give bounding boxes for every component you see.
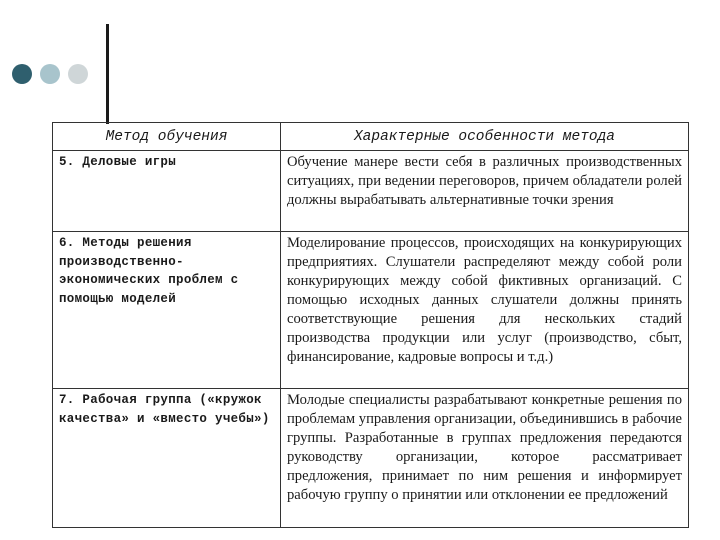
header-row (53, 123, 689, 151)
light-teal-dot (40, 64, 60, 84)
dark-teal-dot (12, 64, 32, 84)
table-row (53, 151, 689, 232)
description-cell: Молодые специалисты разрабатывают конкретные решения по проблемам управления организации, объединившись в рабочие группы. Разработанные в группах предложения передаются руководству организации, которое рассматривает предложения, принимает по ним решения и информирует рабочую группу о принятии или отклонении ее предложений (281, 389, 689, 528)
description-cell: Обучение манере вести себя в различных производственных ситуациях, при ведении переговоров, причем обладатели ролей должны вырабатывать альтернативные точки зрения (281, 151, 689, 232)
description-cell: Моделирование процессов, происходящих на конкурирующих предприятиях. Слушатели распределяют между собой роли конкурирующих между собой фиктивных организаций. С помощью исходных данных слушатели должны принять соответствующие решения для нескольких стадий производства продукции или услуг (производство, сбыт, финансирование, кадровые вопросы и т.д.) (281, 232, 689, 389)
table-row (53, 232, 689, 389)
method-cell: 5. Деловые игры (53, 151, 281, 232)
table-row (53, 389, 689, 528)
methods-table (52, 122, 689, 528)
header-features: Характерные особенности метода (281, 123, 689, 151)
method-cell: 6. Методы решения производственно-экономических проблем с помощью моделей (53, 232, 281, 389)
method-cell: 7. Рабочая группа («кружок качества» и «вместо учебы») (53, 389, 281, 528)
gray-dot (68, 64, 88, 84)
header-method: Метод обучения (53, 123, 281, 151)
decorative-dots (12, 64, 92, 86)
vertical-divider-line (106, 24, 109, 124)
